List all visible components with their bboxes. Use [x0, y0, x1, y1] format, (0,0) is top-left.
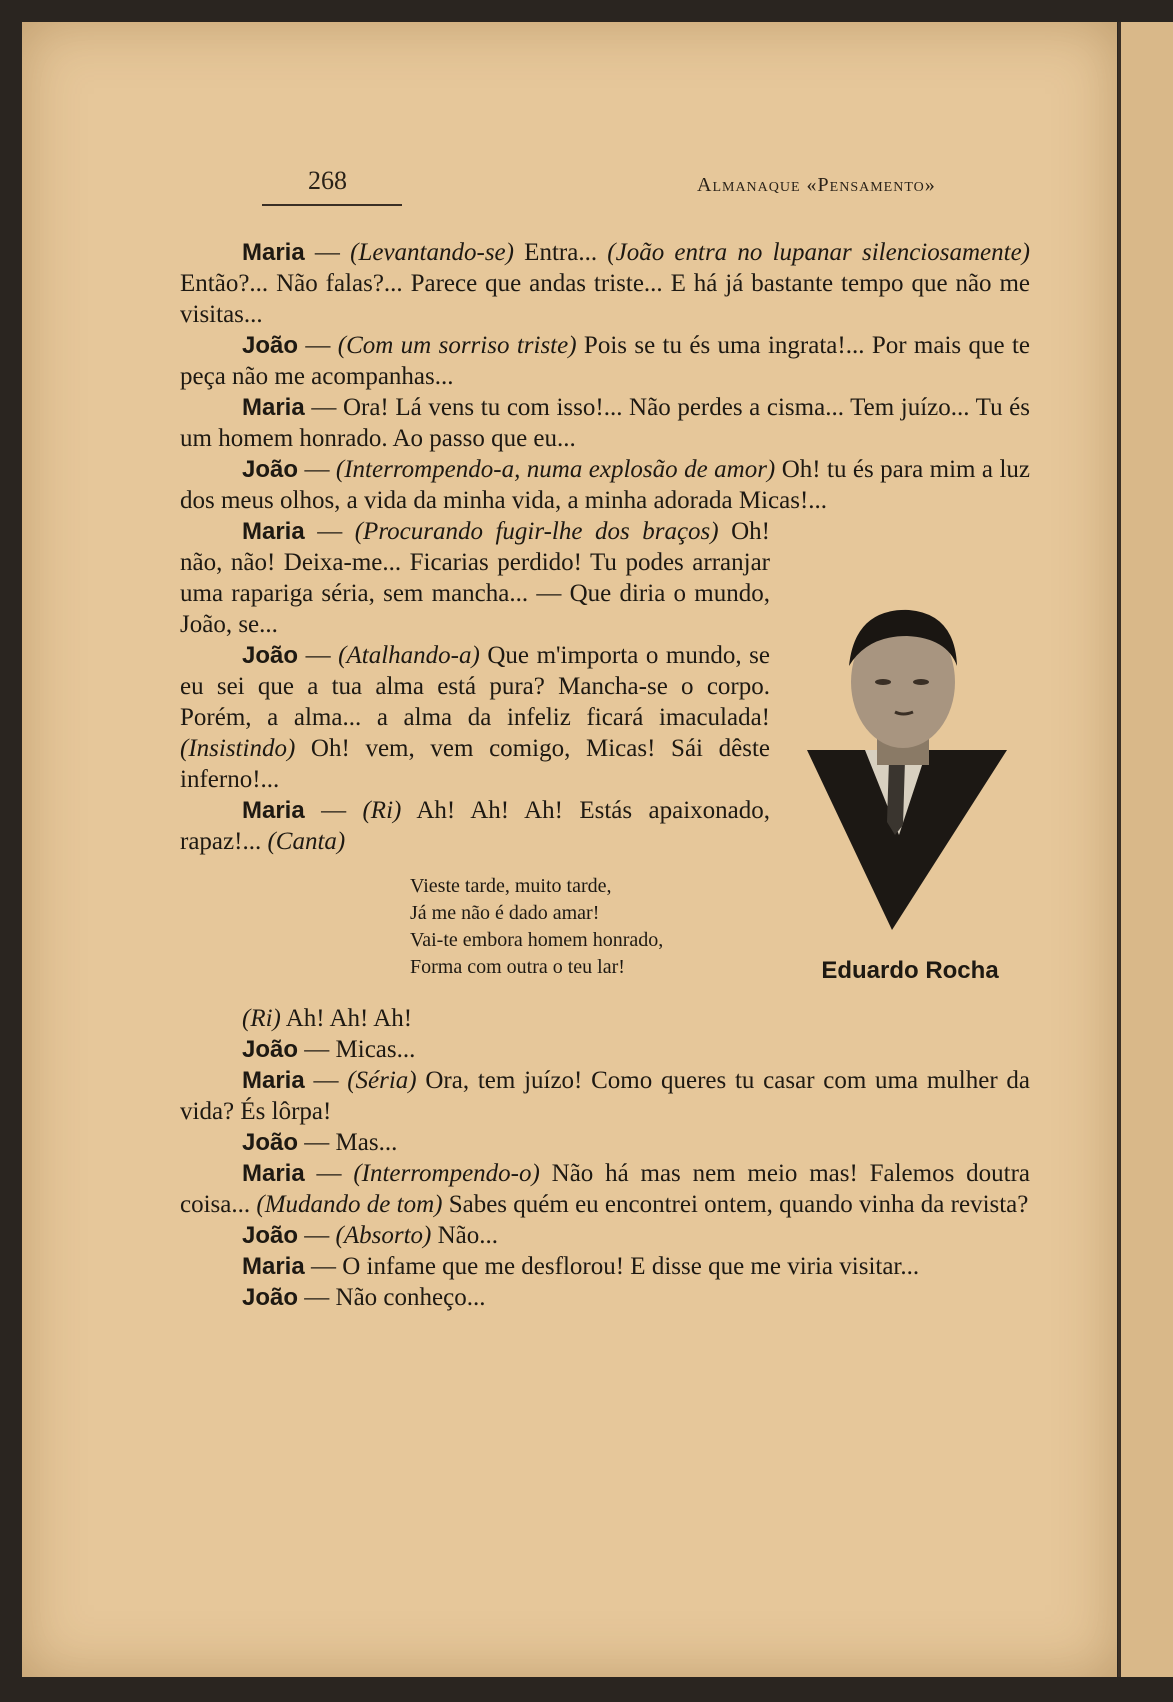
speaker-name: João [242, 1036, 299, 1063]
page-number: 268 [308, 166, 347, 195]
stage-direction: (Procurando fugir-lhe dos braços) [354, 518, 719, 545]
speaker-name: Maria [242, 394, 305, 421]
dialogue-line: João — Mas... [242, 1129, 398, 1156]
stage-direction: (Levantando-se) [350, 239, 514, 266]
line-text: Ora! Lá vens tu com isso!... Não perdes a cisma... Tem juízo... Tu és um homem honrado. Ao passo que eu... [180, 394, 1031, 452]
speaker-name: Maria [242, 1067, 305, 1094]
stage-direction: (Mudando de tom) [256, 1191, 443, 1218]
dialogue-line: João — (Absorto) Não... [242, 1222, 498, 1249]
speaker-name: Maria [242, 1253, 305, 1280]
line-text: Oh! não, não! Deixa-me... Ficarias perdido! Tu podes arranjar uma rapariga séria, sem mancha... — Que diria o mundo, João, se... [180, 518, 770, 638]
line-text: Entra... [513, 239, 608, 266]
stage-direction: (Séria) [347, 1067, 417, 1094]
dialogue-line: Maria — (Ri) Ah! Ah! Ah! Estás apaixonado, rapaz!... (Canta) [180, 797, 770, 855]
stage-direction: (João entra no lupanar silenciosamente) [607, 239, 1030, 266]
running-title: Almanaque «Pensamento» [697, 174, 936, 196]
adjacent-page-edge [1118, 22, 1173, 1677]
stage-direction: (Ri) [242, 1005, 281, 1032]
stage-direction: (Insistindo) [180, 735, 296, 762]
stage-direction: (Ri) [362, 797, 402, 824]
speaker-name: João [242, 456, 299, 483]
dialogue-line [180, 1003, 1030, 1034]
line-text: Então?... Não falas?... Parece que andas triste... E há já bastante tempo que não me visitas... [180, 270, 1030, 328]
line-text: Oh! tu és para mim a luz dos meus olhos, a vida da minha vida, a minha adorada Micas!... [180, 456, 1030, 514]
dialogue-text [180, 237, 1030, 1313]
dialogue-line: Maria — (Levantando-se) Entra... (João entra no lupanar silenciosamente) Então?... Não falas?... Parece que andas triste... E há já bastante tempo que não me visitas... [180, 239, 1030, 328]
dialogue-line: Maria — (Séria) Ora, tem juízo! Como queres tu casar com uma mulher da vida? És lôrpa! [180, 1067, 1030, 1125]
line-text: Não... [431, 1222, 498, 1249]
dialogue-line: João — (Atalhando-a) Que m'importa o mundo, se eu sei que a tua alma está pura? Mancha-se o corpo. Porém, a alma... a alma da infeliz ficará imaculada! (Insistindo) Oh! vem, vem comigo, Micas! Sái dêste inferno!... [180, 642, 771, 793]
dialogue-line: Maria — (Interrompendo-o) Não há mas nem meio mas! Falemos doutra coisa... (Mudando de tom) Sabes quém eu encontrei ontem, quando vinha da revista? [180, 1160, 1030, 1218]
stage-direction: (Atalhando-a) [338, 642, 480, 669]
line-text: Ora, tem juízo! Como queres tu casar com uma mulher da vida? És lôrpa! [180, 1067, 1030, 1125]
line-text: Ah! Ah! Ah! [280, 1005, 413, 1032]
line-text: Que m'importa o mundo, se eu sei que a tua alma está pura? Mancha-se o corpo. Porém, a alma... a alma da infeliz ficará imaculada! [180, 642, 771, 731]
photo-caption: Eduardo Rocha [821, 957, 999, 984]
line-text: Não conheço... [335, 1284, 486, 1311]
stage-direction: (Com um sorriso triste) [337, 332, 577, 359]
speaker-name: Maria [242, 1160, 305, 1187]
line-text: Pois se tu és uma ingrata!... Por mais que te peça não me acompanhas... [180, 332, 1030, 390]
speaker-name: João [242, 1129, 299, 1156]
speaker-name: Maria [242, 239, 305, 266]
dialogue-line: João — (Interrompendo-a, numa explosão de amor) Oh! tu és para mim a luz dos meus olhos, a vida da minha vida, a minha adorada Micas!... [180, 456, 1030, 514]
line-text: O infame que me desflorou! E disse que me viria visitar... [342, 1253, 920, 1280]
line-text: Sabes quém eu encontrei ontem, quando vinha da revista? [442, 1191, 1029, 1218]
line-text: Ah! Ah! Ah! Estás apaixonado, rapaz!... [180, 797, 770, 855]
speaker-name: João [242, 642, 299, 669]
stage-direction: (Absorto) [335, 1222, 432, 1249]
dialogue-line: João — (Com um sorriso triste) Pois se tu és uma ingrata!... Por mais que te peça não me acompanhas... [180, 332, 1030, 390]
verse-line: Vai-te embora homem honrado, [410, 929, 664, 951]
header-rule [262, 204, 402, 206]
speaker-name: João [242, 1222, 299, 1249]
stage-direction: (Interrompendo-o) [353, 1160, 540, 1187]
line-text: Não há mas nem meio mas! Falemos doutra coisa... [180, 1160, 1030, 1218]
dialogue-line: Maria — O infame que me desflorou! E disse que me viria visitar... [242, 1253, 920, 1280]
dialogue-line: João — Não conheço... [242, 1284, 486, 1311]
line-text: Micas... [335, 1036, 416, 1063]
dialogue-line: Maria — (Procurando fugir-lhe dos braços) Oh! não, não! Deixa-me... Ficarias perdido! Tu podes arranjar uma rapariga séria, sem mancha... — Que diria o mundo, João, se... [180, 518, 770, 638]
page-header [22, 162, 1117, 202]
verse-line: Já me não é dado amar! [410, 902, 600, 924]
stage-direction: (Interrompendo-a, numa explosão de amor) [335, 456, 776, 483]
verse-line: Forma com outra o teu lar! [410, 956, 625, 978]
text-beside-photo [180, 516, 770, 857]
speaker-name: Maria [242, 797, 305, 824]
speaker-name: João [242, 332, 299, 359]
speaker-name: João [242, 1284, 299, 1311]
verse-line: Vieste tarde, muito tarde, [410, 875, 612, 897]
song-verse [410, 873, 1030, 981]
stage-direction: (Canta) [267, 828, 346, 855]
dialogue-line: Maria — Ora! Lá vens tu com isso!... Não perdes a cisma... Tem juízo... Tu és um homem honrado. Ao passo que eu... [180, 394, 1031, 452]
line-text: Mas... [335, 1129, 398, 1156]
book-page [22, 22, 1117, 1677]
dialogue-line: João — Micas... [242, 1036, 416, 1063]
speaker-name: Maria [242, 518, 305, 545]
line-text: Oh! vem, vem comigo, Micas! Sái dêste inferno!... [180, 735, 770, 793]
